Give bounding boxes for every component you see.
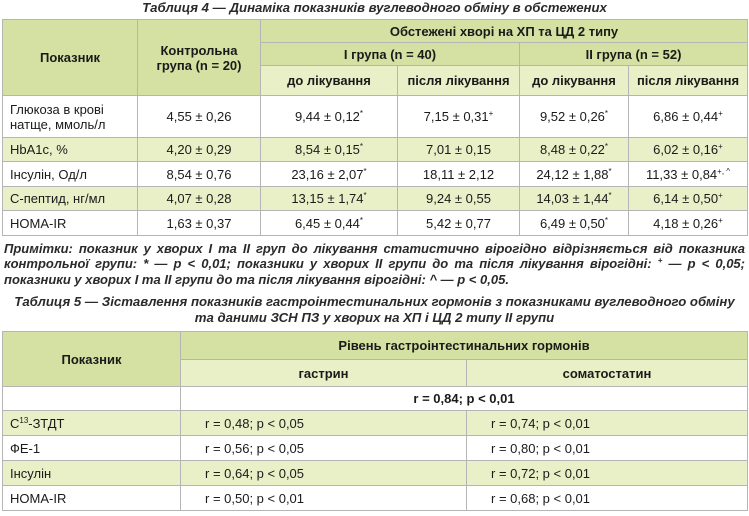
table-row xyxy=(3,211,748,236)
control-value: 4,55 ± 0,26 xyxy=(138,96,261,138)
gastrin-value: r = 0,56; p < 0,05 xyxy=(181,436,467,461)
header-somatostatin: соматостатин xyxy=(467,360,748,387)
gastrin-value: r = 0,64; p < 0,05 xyxy=(181,461,467,486)
row-label: $С^{13}$-ЗТДТ xyxy=(3,411,181,436)
somatostatin-value: r = 0,74; p < 0,01 xyxy=(467,411,748,436)
table-row xyxy=(3,187,748,211)
g1-before-value: 13,15 ± 1,74* xyxy=(261,187,398,211)
header-g1-before: до лікування xyxy=(261,66,398,96)
somatostatin-value: r = 0,72; p < 0,01 xyxy=(467,461,748,486)
g2-after-value: 4,18 ± 0,26+ xyxy=(629,211,748,236)
header-g2-after: після лікування xyxy=(629,66,748,96)
row-label: ФЕ-1 xyxy=(3,436,181,461)
g2-before-value: 6,49 ± 0,50* xyxy=(520,211,629,236)
table-row xyxy=(3,138,748,162)
row-label: HOMA-IR xyxy=(3,211,138,236)
row-label: Глюкоза в крові натще, ммоль/л xyxy=(3,96,138,138)
row-label: HbA1c, % xyxy=(3,138,138,162)
empty-cell xyxy=(3,387,181,411)
control-value: 8,54 ± 0,76 xyxy=(138,162,261,187)
g1-before-value: 8,54 ± 0,15* xyxy=(261,138,398,162)
table-row xyxy=(3,162,748,187)
table-row xyxy=(3,486,748,511)
control-value: 1,63 ± 0,37 xyxy=(138,211,261,236)
g1-after-value: 18,11 ± 2,12 xyxy=(398,162,520,187)
row-label: Інсулін xyxy=(3,461,181,486)
header-indicator: Показник xyxy=(3,332,181,387)
g1-after-value: 7,01 ± 0,15 xyxy=(398,138,520,162)
g2-before-value: 8,48 ± 0,22* xyxy=(520,138,629,162)
g2-after-value: 6,02 ± 0,16+ xyxy=(629,138,748,162)
overall-correlation: r = 0,84; p < 0,01 xyxy=(181,387,748,411)
table4-caption: Таблиця 4 — Динаміка показників вуглеводного обміну в обстежених xyxy=(142,0,607,15)
header-group-1: I група (n = 40) xyxy=(261,43,520,66)
table-row xyxy=(3,387,748,411)
control-value: 4,20 ± 0,29 xyxy=(138,138,261,162)
g2-before-value: 14,03 ± 1,44* xyxy=(520,187,629,211)
header-indicator: Показник xyxy=(3,20,138,96)
g1-before-value: 9,44 ± 0,12* xyxy=(261,96,398,138)
table-row xyxy=(3,96,748,138)
header-control-group: Контрольна група (n = 20) xyxy=(138,20,261,96)
table5-caption-line2: та даними ЗСН ПЗ у хворих на ХП і ЦД 2 типу II групи xyxy=(194,310,555,325)
table4-notes: Примітки: показник у хворих I та II груп до лікування статистично вірогідно відрізняється від показника контрольної групи: * — р < 0,01; показники у хворих II групи до та після лікування вірогідні: + — р < 0,05; показники у хворих I та II групи до та після лікування вірогідні: ^ — р < 0,05. xyxy=(4,241,745,287)
g2-after-value: 6,14 ± 0,50+ xyxy=(629,187,748,211)
row-label: С-пептид, нг/мл xyxy=(3,187,138,211)
g1-after-value: 9,24 ± 0,55 xyxy=(398,187,520,211)
header-gi-hormones-level: Рівень гастроінтестинальних гормонів xyxy=(181,332,748,360)
row-label: HOMA-IR xyxy=(3,486,181,511)
somatostatin-value: r = 0,80; p < 0,01 xyxy=(467,436,748,461)
header-gastrin: гастрин xyxy=(181,360,467,387)
g1-after-value: 5,42 ± 0,77 xyxy=(398,211,520,236)
table-row xyxy=(3,461,748,486)
header-g2-before: до лікування xyxy=(520,66,629,96)
gastrin-value: r = 0,50; p < 0,01 xyxy=(181,486,467,511)
table-row xyxy=(3,411,748,436)
header-g1-after: після лікування xyxy=(398,66,520,96)
g1-after-value: 7,15 ± 0,31+ xyxy=(398,96,520,138)
g2-after-value: 6,86 ± 0,44+ xyxy=(629,96,748,138)
somatostatin-value: r = 0,68; p < 0,01 xyxy=(467,486,748,511)
g2-before-value: 9,52 ± 0,26* xyxy=(520,96,629,138)
table5-caption-line1: Таблиця 5 — Зіставлення показників гастроінтестинальних гормонів з показниками вуглеводного обміну xyxy=(14,294,735,309)
g1-before-value: 23,16 ± 2,07* xyxy=(261,162,398,187)
table5 xyxy=(2,331,748,511)
g1-before-value: 6,45 ± 0,44* xyxy=(261,211,398,236)
g2-before-value: 24,12 ± 1,88* xyxy=(520,162,629,187)
header-group-2: II група (n = 52) xyxy=(520,43,748,66)
row-label: Інсулін, Од/л xyxy=(3,162,138,187)
g2-after-value: 11,33 ± 0,84+, ^ xyxy=(629,162,748,187)
table-row xyxy=(3,436,748,461)
header-examined-patients: Обстежені хворі на ХП та ЦД 2 типу xyxy=(261,20,748,43)
table4 xyxy=(2,19,748,236)
gastrin-value: r = 0,48; p < 0,05 xyxy=(181,411,467,436)
control-value: 4,07 ± 0,28 xyxy=(138,187,261,211)
